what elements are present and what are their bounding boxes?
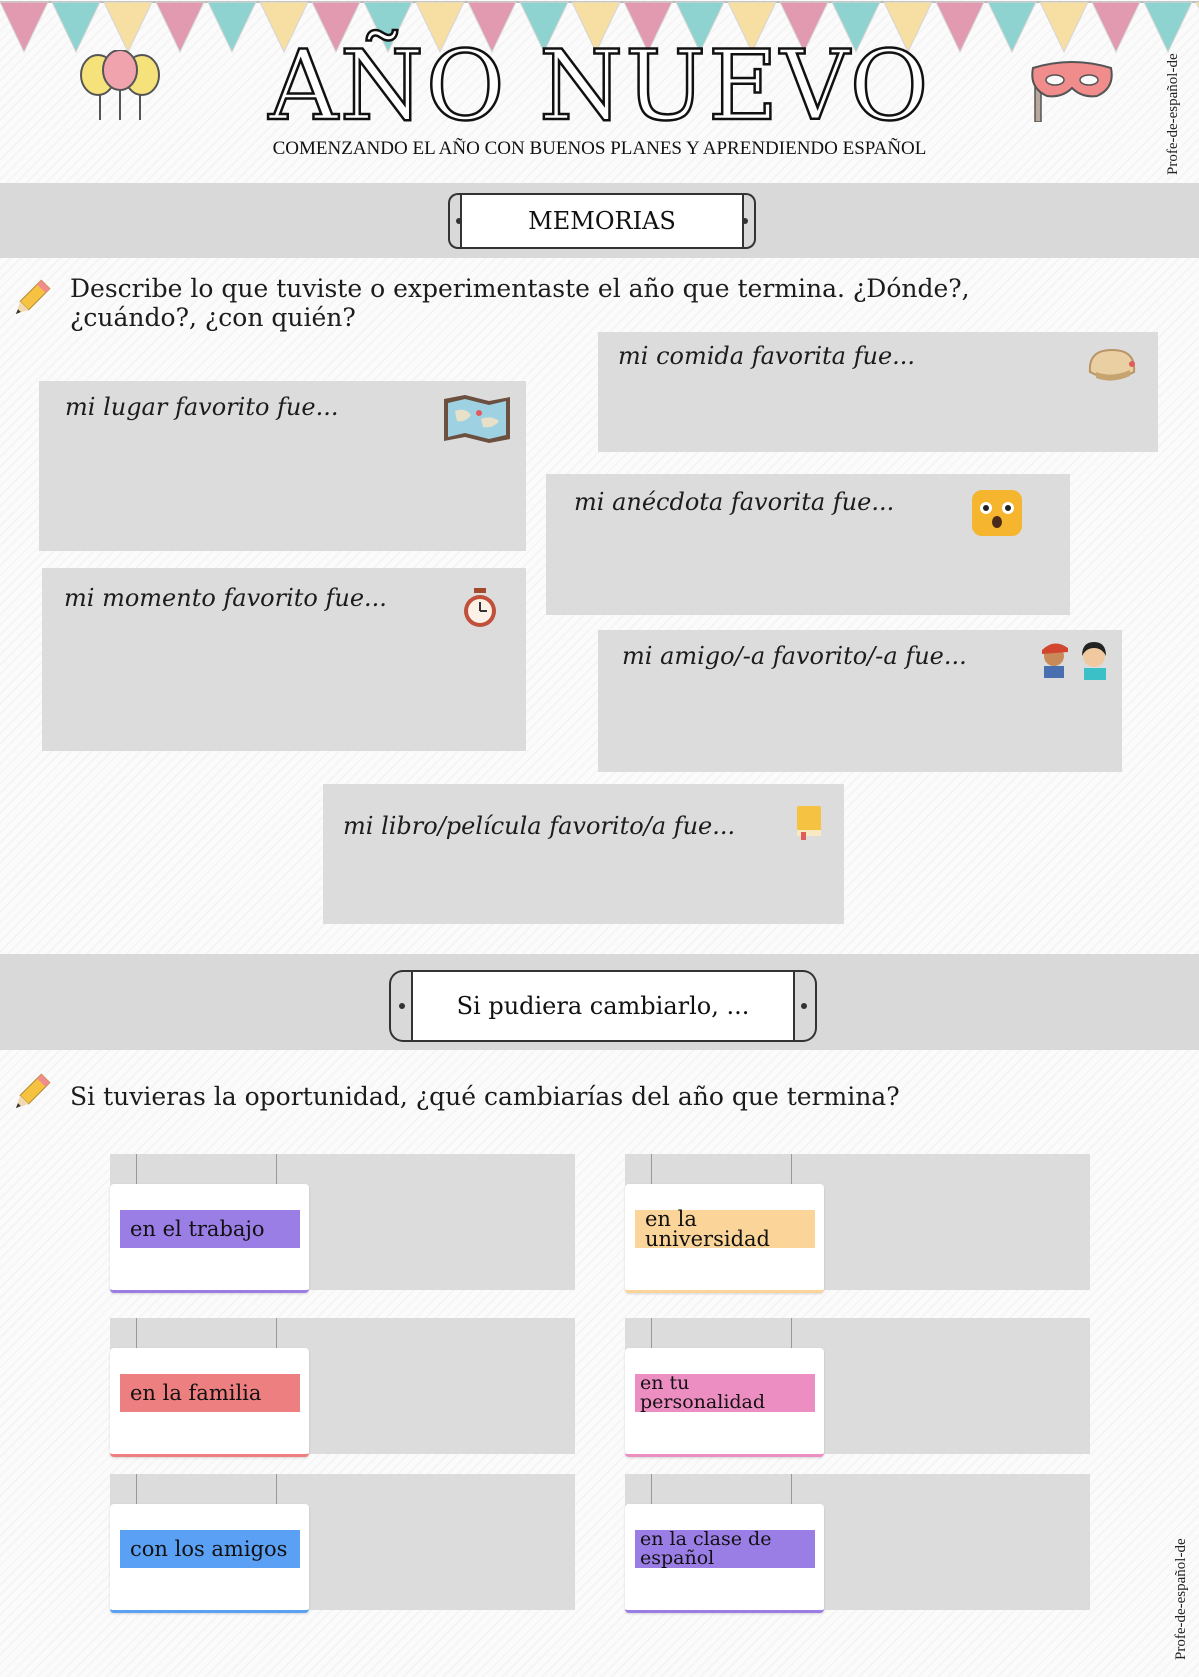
change-row[interactable] [625, 1154, 1090, 1290]
page-subtitle: COMENZANDO EL AÑO CON BUENOS PLANES Y APRENDIENDO ESPAÑOL [272, 138, 927, 159]
book-icon [795, 804, 823, 840]
change-area-label: en la familia [120, 1374, 300, 1412]
change-row[interactable] [625, 1474, 1090, 1610]
surprised-face-icon [970, 488, 1024, 538]
map-icon [441, 393, 513, 445]
card-comida[interactable] [598, 332, 1158, 452]
pencil-icon [8, 278, 52, 322]
card-amigo[interactable] [598, 630, 1122, 772]
change-area-label: en tu personalidad [635, 1374, 815, 1412]
change-row[interactable] [110, 1474, 575, 1610]
friends-icon [1034, 638, 1118, 682]
change-area-label: con los amigos [120, 1530, 300, 1568]
cambiar-label: Si pudiera cambiarlo, ... [456, 992, 750, 1020]
memorias-label: MEMORIAS [528, 207, 676, 235]
change-row[interactable] [110, 1318, 575, 1454]
memorias-prompt: Describe lo que tuviste o experimentaste el año que termina. ¿Dónde?, ¿cuándo?, ¿con quién? [70, 274, 970, 332]
card-anecdota[interactable] [546, 474, 1070, 615]
side-credit-top: Profe-de-español-de [1165, 53, 1181, 175]
card-label: mi amigo/-a favorito/-a fue... [622, 642, 967, 670]
card-libro[interactable] [323, 784, 844, 924]
card-label: mi libro/película favorito/a fue... [343, 812, 736, 840]
card-label: mi anécdota favorita fue... [574, 488, 895, 516]
stopwatch-icon [460, 586, 500, 630]
pencil-icon [8, 1072, 52, 1116]
change-area-label: en la universidad [635, 1210, 815, 1248]
change-row[interactable] [625, 1318, 1090, 1454]
change-area-label: en el trabajo [120, 1210, 300, 1248]
card-label: mi comida favorita fue... [618, 342, 916, 370]
memorias-banner [460, 193, 744, 249]
card-momento[interactable] [42, 568, 526, 751]
sandwich-icon [1086, 344, 1140, 388]
change-row[interactable] [110, 1154, 575, 1290]
cambiar-banner [411, 970, 795, 1042]
card-lugar[interactable] [39, 381, 526, 551]
card-label: mi momento favorito fue... [64, 584, 387, 612]
card-label: mi lugar favorito fue... [65, 393, 339, 421]
change-area-label: en la clase de español [635, 1530, 815, 1568]
side-credit-bottom: Profe-de-español-de [1173, 1538, 1189, 1660]
cambiar-prompt: Si tuvieras la oportunidad, ¿qué cambiarías del año que termina? [70, 1082, 900, 1111]
page-title: AÑO NUEVO [268, 30, 931, 142]
